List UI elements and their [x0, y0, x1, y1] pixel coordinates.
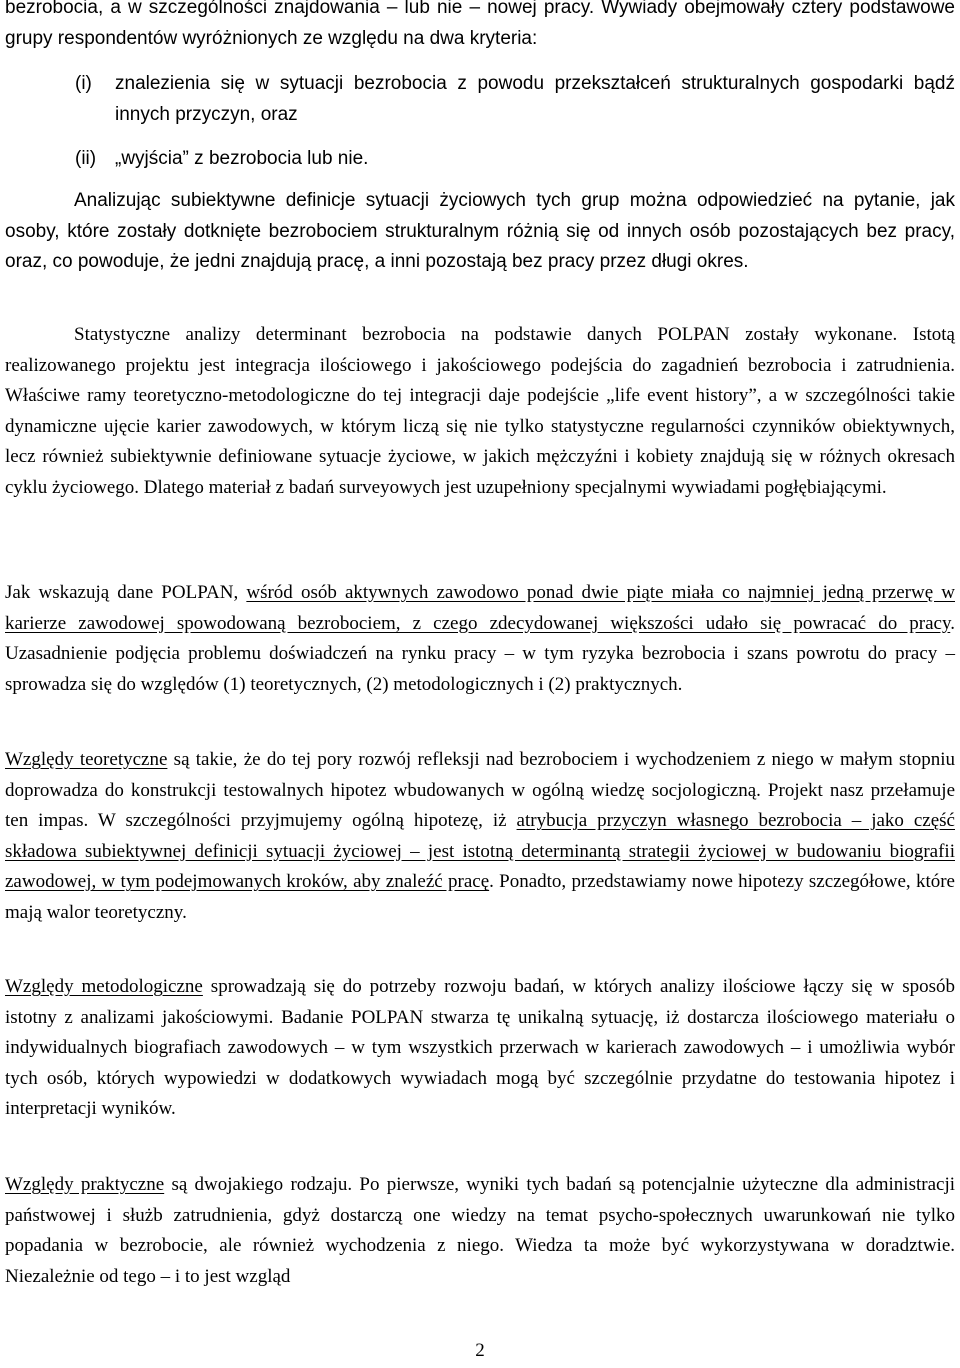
paragraph-statystyczne: Statystyczne analizy determinant bezrobocia na podstawie danych POLPAN zostały wykonane. Istotą realizowanego projektu jest integracja ilościowego i jakościowego podejścia do zagadnień bezrobocia i zatrudnienia. Właściwe ramy teoretyczno-metodologiczne do tej integracji daje podejście „life event history”, a w szczególności takie dynamiczne ujęcie karier zawodowych, w którym liczą się nie tylko statystyczne regularności czynników obiektywnych, lecz również subiektywnie definiowane sytuacje życiowe, w jakich mężczyźni i kobiety znajdują się w różnych okresach cyklu życiowego. Dlatego materiał z badań surveyowych jest uzupełniony specjalnymi wywiadami pogłębiającymi. — [5, 324, 955, 498]
praktyczne-text: są dwojakiego rodzaju. Po pierwsze, wyniki tych badań są potencjalnie użyteczne dla administracji państwowej i służb zatrudnienia, gdyż dostarczą one wiedzy na temat psycho-społecznych uwarunkowań nie tylko popadania w bezrobocie, ale również wychodzenia z niego. Wiedza ta może być wykorzystywana w doradztwie. Niezależnie od tego – i to jest wzgląd — [5, 1174, 955, 1287]
paragraph-teoretyczne — [5, 745, 955, 929]
polpan-rest-text: . Uzasadnienie podjęcia problemu doświadczeń na rynku pracy – w tym ryzyka bezrobocia i szans powrotu do pracy – sprowadza się do względów (1) teoretycznych, (2) metodologicznych i (2) praktycznych. — [5, 612, 955, 695]
paragraph-polpan — [5, 578, 955, 700]
teoretyczne-hypothesis: atrybucja przyczyn własnego bezrobocia – jako część składowa subiektywnej definicji sytuacji życiowej – jest istotną determinantą strategii życiowej w budowaniu biografii zawodowej, w tym podejmowanych kroków, aby znaleźć pracę — [5, 810, 955, 893]
heading-metodologiczne: Względy metodologiczne — [5, 976, 203, 997]
teoretyczne-text-1: są takie, że do tej pory rozwój refleksji nad bezrobociem i wychodzeniem z niego w małym stopniu doprowadza do konstrukcji testowalnych hipotez wbudowanych w ogólną wiedzę socjologiczną. Projekt nasz przełamuje ten impas. W szczególności przyjmujemy ogólną hipotezę, iż — [5, 749, 956, 832]
teoretyczne-text-2: . Ponadto, przedstawiamy nowe hipotezy szczegółowe, które mają walor teoretyczny. — [5, 871, 955, 923]
polpan-underlined-finding: wśród osób aktywnych zawodowo ponad dwie piąte miała co najmniej jedną przerwę w karierze zawodowej spowodowaną bezrobociem, z czego zdecydowanej większości udało się powracać do pracy — [5, 582, 955, 634]
metodologiczne-text: sprowadzają się do potrzeby rozwoju badań, w których analizy ilościowe łączy się w sposób istotny z analizami jakościowymi. Badanie POLPAN stwarza tę unikalną sytuację, iż dostarcza ilościowego materiału o indywidualnych biografiach zawodowych – w tym wszystkich przerwach w karierach zawodowych – i umożliwia wybór tych osób, których wypowiedzi w dodatkowych wywiadach mogą być szczególnie przydatne do testowania hipotez i interpretacji wyników. — [5, 976, 955, 1120]
heading-teoretyczne: Względy teoretyczne — [5, 749, 168, 770]
paragraph-metodologiczne — [5, 972, 955, 1125]
paragraph-praktyczne — [5, 1170, 955, 1292]
paragraph-analizujac: Analizując subiektywne definicje sytuacji życiowych tych grup można odpowiedzieć na pytanie, jak osoby, które zostały dotknięte bezrobociem strukturalnym różnią się od innych osób pozostających bez pracy, oraz, co powoduje, że jedni znajdują pracę, a inni pozostają bez pracy przez długi okres. — [5, 190, 955, 273]
intro-paragraph: bezrobocia, a w szczególności znajdowania – lub nie – nowej pracy. Wywiady obejmowały cztery podstawowe grupy respondentów wyróżnionych ze względu na dwa kryteria: — [5, 0, 955, 49]
list-marker-ii: (ii) — [75, 148, 97, 169]
list-item-ii: „wyjścia” z bezrobocia lub nie. — [115, 148, 369, 169]
list-marker-i: (i) — [75, 73, 92, 94]
list-item-i: znalezienia się w sytuacji bezrobocia z powodu przekształceń strukturalnych gospodarki bądź innych przyczyn, oraz — [115, 73, 955, 125]
polpan-intro-text: Jak wskazują dane POLPAN, — [5, 582, 247, 603]
heading-praktyczne: Względy praktyczne — [5, 1174, 165, 1195]
page-number: 2 — [475, 1340, 485, 1361]
